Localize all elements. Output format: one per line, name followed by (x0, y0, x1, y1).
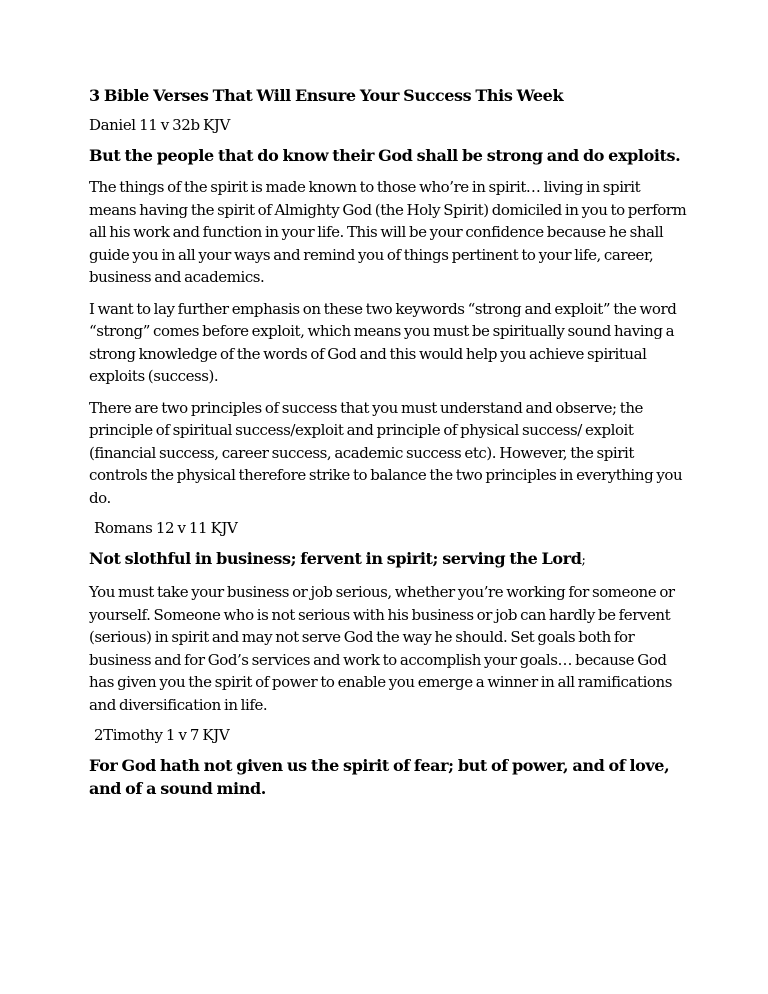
scripture-reference-romans: Romans 12 v 11 KJV (94, 519, 238, 537)
verse-quote-timothy (89, 754, 689, 800)
scripture-reference-timothy: 2Timothy 1 v 7 KJV (94, 726, 230, 744)
verse-quote-romans (89, 547, 689, 572)
verse-text: But the people that do know their God shall be strong and do exploits. (89, 146, 681, 165)
paragraph: I want to lay further emphasis on these two keywords “strong and exploit” the word “strong” comes before exploit, which means you must be spiritually sound having a strong knowledge of the words of God and this would help you achieve spiritual exploits (success). (89, 299, 677, 385)
scripture-reference-daniel: Daniel 11 v 32b KJV (89, 116, 230, 134)
paragraph: There are two principles of success that you must understand and observe; the principle of spiritual success/exploit and principle of physical success/ exploit (financial success, career success, academic success etc). However, the spirit controls the physical therefore strike to balance the two principles in everything you do. (89, 398, 683, 507)
verse-quote-daniel (89, 144, 689, 167)
verse-tail: ; (581, 553, 586, 568)
document-title: 3 Bible Verses That Will Ensure Your Success This Week (89, 86, 564, 105)
document-page (89, 86, 689, 809)
verse-text: Not slothful in business; fervent in spirit; serving the Lord (89, 549, 582, 568)
paragraph: The things of the spirit is made known to those who’re in spirit… living in spirit means having the spirit of Almighty God (the Holy Spirit) domiciled in you to perform all his work and function in your life. This will be your confidence because he shall guide you in all your ways and remind you of things pertinent to your life, career, business and academics. (89, 178, 687, 286)
verse-text: For God hath not given us the spirit of fear; but of power, and of love, and of a sound mind. (89, 756, 670, 798)
paragraph: You must take your business or job serious, whether you’re working for someone or yourself. Someone who is not serious with his business or job can hardly be fervent (serious) in spirit and may not serve God the way he should. Set goals both for business and for God’s services and work to accomplish your goals… because God has given you the spirit of power to enable you emerge a winner in all ramifications and diversification in life. (89, 583, 675, 714)
